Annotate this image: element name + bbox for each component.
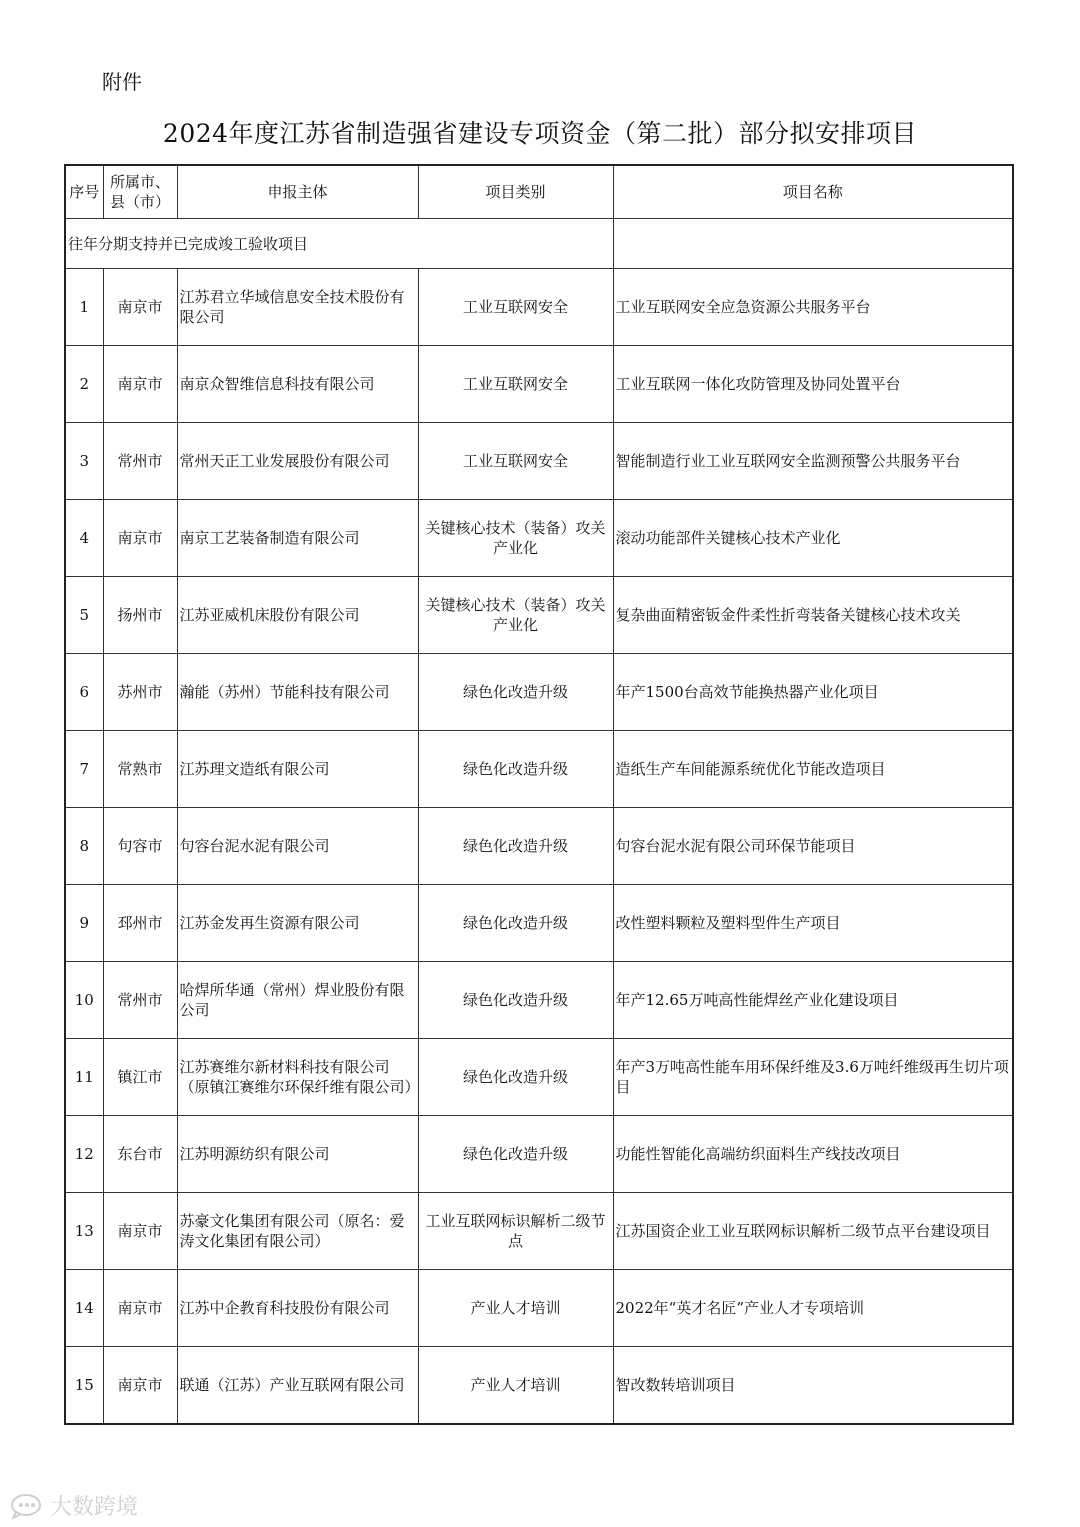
cell-project: 句容台泥水泥有限公司环保节能项目 [613, 808, 1013, 885]
cell-no: 15 [65, 1347, 103, 1425]
col-header-category: 项目类别 [418, 165, 613, 219]
table-row [65, 1347, 1013, 1425]
cell-category: 关键核心技术（装备）攻关产业化 [418, 577, 613, 654]
cell-entity: 句容台泥水泥有限公司 [177, 808, 418, 885]
cell-project: 年产3万吨高性能车用环保纤维及3.6万吨纤维级再生切片项目 [613, 1039, 1013, 1116]
cell-entity: 联通（江苏）产业互联网有限公司 [177, 1347, 418, 1425]
cell-project: 造纸生产车间能源系统优化节能改造项目 [613, 731, 1013, 808]
cell-project: 2022年“英才名匠”产业人才专项培训 [613, 1270, 1013, 1347]
cell-project: 功能性智能化高端纺织面料生产线技改项目 [613, 1116, 1013, 1193]
cell-no: 10 [65, 962, 103, 1039]
cell-city: 南京市 [103, 1193, 177, 1270]
col-header-no: 序号 [65, 165, 103, 219]
table-row [65, 1116, 1013, 1193]
attachment-label: 附件 [102, 70, 142, 94]
cell-project: 年产1500台高效节能换热器产业化项目 [613, 654, 1013, 731]
table-row [65, 269, 1013, 346]
table-row [65, 654, 1013, 731]
table-row [65, 423, 1013, 500]
table-row [65, 1039, 1013, 1116]
cell-project: 工业互联网一体化攻防管理及协同处置平台 [613, 346, 1013, 423]
cell-city: 南京市 [103, 346, 177, 423]
table-row [65, 808, 1013, 885]
cell-city: 镇江市 [103, 1039, 177, 1116]
cell-project: 年产12.65万吨高性能焊丝产业化建设项目 [613, 962, 1013, 1039]
cell-no: 9 [65, 885, 103, 962]
cell-city: 邳州市 [103, 885, 177, 962]
cell-entity: 哈焊所华通（常州）焊业股份有限公司 [177, 962, 418, 1039]
watermark [10, 1490, 138, 1521]
cell-project: 复杂曲面精密钣金件柔性折弯装备关键核心技术攻关 [613, 577, 1013, 654]
cell-category: 绿色化改造升级 [418, 1116, 613, 1193]
cell-no: 11 [65, 1039, 103, 1116]
cell-category: 绿色化改造升级 [418, 654, 613, 731]
section-label: 往年分期支持并已完成竣工验收项目 [65, 219, 613, 269]
cell-entity: 瀚能（苏州）节能科技有限公司 [177, 654, 418, 731]
cell-project: 智能制造行业工业互联网安全监测预警公共服务平台 [613, 423, 1013, 500]
section-empty-cell [613, 219, 1013, 269]
cell-city: 南京市 [103, 500, 177, 577]
cell-category: 绿色化改造升级 [418, 731, 613, 808]
cell-no: 3 [65, 423, 103, 500]
cell-category: 绿色化改造升级 [418, 962, 613, 1039]
table-row [65, 346, 1013, 423]
cell-city: 苏州市 [103, 654, 177, 731]
cell-category: 产业人才培训 [418, 1347, 613, 1425]
cell-entity: 常州天正工业发展股份有限公司 [177, 423, 418, 500]
watermark-text: 大数跨境 [50, 1495, 139, 1520]
cell-entity: 江苏亚威机床股份有限公司 [177, 577, 418, 654]
cell-project: 工业互联网安全应急资源公共服务平台 [613, 269, 1013, 346]
cell-no: 2 [65, 346, 103, 423]
cell-city: 南京市 [103, 269, 177, 346]
cell-city: 句容市 [103, 808, 177, 885]
cell-project: 江苏国资企业工业互联网标识解析二级节点平台建设项目 [613, 1193, 1013, 1270]
cell-no: 1 [65, 269, 103, 346]
table-row [65, 500, 1013, 577]
projects-table [64, 164, 1014, 1425]
col-header-entity: 申报主体 [177, 165, 418, 219]
cell-entity: 江苏君立华域信息安全技术股份有限公司 [177, 269, 418, 346]
section-row [65, 219, 1013, 269]
cell-no: 4 [65, 500, 103, 577]
cell-city: 常州市 [103, 962, 177, 1039]
table-row [65, 1193, 1013, 1270]
cell-no: 8 [65, 808, 103, 885]
cell-no: 14 [65, 1270, 103, 1347]
cell-category: 工业互联网安全 [418, 346, 613, 423]
cell-category: 绿色化改造升级 [418, 1039, 613, 1116]
chat-bubble-icon [10, 1493, 44, 1519]
cell-city: 南京市 [103, 1270, 177, 1347]
cell-city: 南京市 [103, 1347, 177, 1425]
cell-category: 工业互联网标识解析二级节点 [418, 1193, 613, 1270]
cell-entity: 江苏理文造纸有限公司 [177, 731, 418, 808]
table-row [65, 577, 1013, 654]
cell-no: 12 [65, 1116, 103, 1193]
table-row [65, 885, 1013, 962]
col-header-city: 所属市、县（市） [103, 165, 177, 219]
cell-no: 5 [65, 577, 103, 654]
cell-entity: 江苏中企教育科技股份有限公司 [177, 1270, 418, 1347]
cell-category: 产业人才培训 [418, 1270, 613, 1347]
cell-project: 改性塑料颗粒及塑料型件生产项目 [613, 885, 1013, 962]
cell-entity: 苏豪文化集团有限公司（原名：爱涛文化集团有限公司） [177, 1193, 418, 1270]
cell-entity: 南京众智维信息科技有限公司 [177, 346, 418, 423]
cell-no: 6 [65, 654, 103, 731]
col-header-project: 项目名称 [613, 165, 1013, 219]
cell-project: 滚动功能部件关键核心技术产业化 [613, 500, 1013, 577]
cell-project: 智改数转培训项目 [613, 1347, 1013, 1425]
cell-category: 工业互联网安全 [418, 269, 613, 346]
cell-category: 绿色化改造升级 [418, 808, 613, 885]
cell-entity: 江苏金发再生资源有限公司 [177, 885, 418, 962]
cell-no: 7 [65, 731, 103, 808]
table-row [65, 962, 1013, 1039]
page-title: 2024年度江苏省制造强省建设专项资金（第二批）部分拟安排项目 [162, 119, 918, 148]
cell-city: 扬州市 [103, 577, 177, 654]
cell-city: 东台市 [103, 1116, 177, 1193]
cell-no: 13 [65, 1193, 103, 1270]
table-row [65, 731, 1013, 808]
table-row [65, 1270, 1013, 1347]
cell-category: 工业互联网安全 [418, 423, 613, 500]
cell-entity: 南京工艺装备制造有限公司 [177, 500, 418, 577]
cell-entity: 江苏明源纺织有限公司 [177, 1116, 418, 1193]
cell-city: 常州市 [103, 423, 177, 500]
cell-category: 绿色化改造升级 [418, 885, 613, 962]
cell-city: 常熟市 [103, 731, 177, 808]
table-header-row [65, 165, 1013, 219]
cell-entity: 江苏赛维尔新材料科技有限公司（原镇江赛维尔环保纤维有限公司） [177, 1039, 418, 1116]
cell-category: 关键核心技术（装备）攻关产业化 [418, 500, 613, 577]
